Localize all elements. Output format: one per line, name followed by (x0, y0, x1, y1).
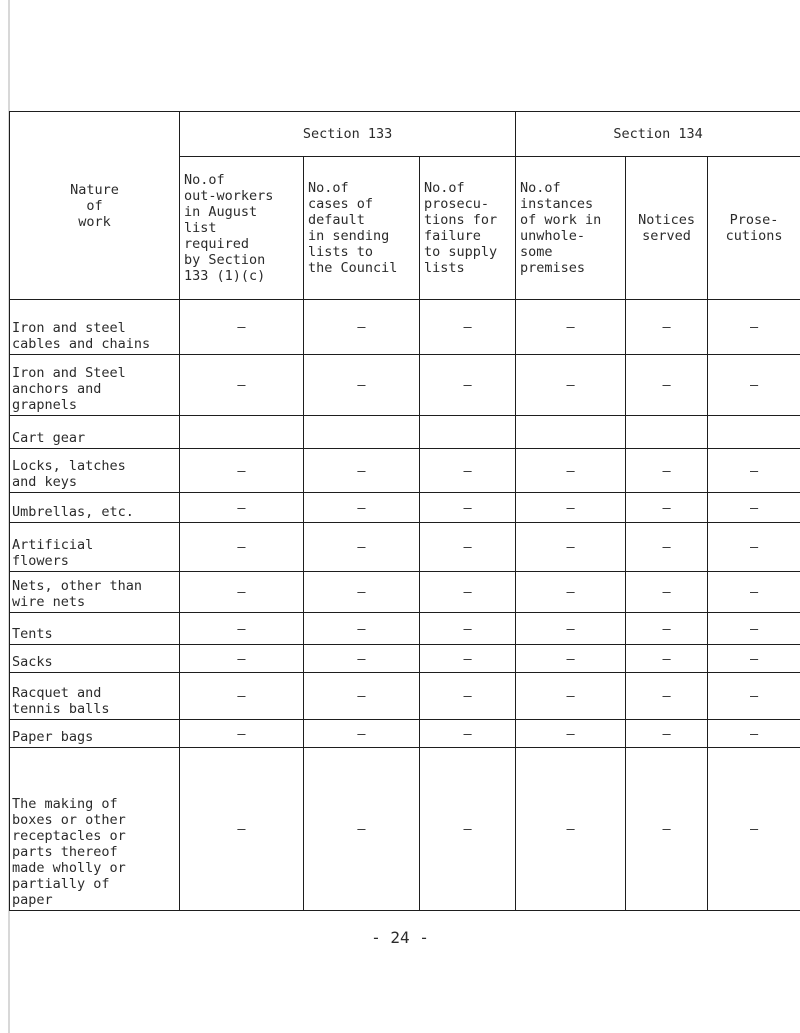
value-cell: – (626, 449, 708, 493)
value-cell: – (516, 645, 626, 673)
value-cell: – (420, 449, 516, 493)
value-cell: – (420, 720, 516, 748)
value-cell: – (420, 572, 516, 613)
table-row (10, 523, 800, 572)
nature-of-work-header (10, 112, 180, 300)
nature-of-work-cell: Locks, latches and keys (10, 449, 180, 493)
table-body (10, 300, 800, 911)
value-cell: – (304, 720, 420, 748)
nature-of-work-cell: Tents (10, 613, 180, 645)
section-134-header: Section 134 (516, 112, 800, 157)
page-number: - 24 - (371, 928, 429, 947)
nature-of-work-cell: Iron and steel cables and chains (10, 300, 180, 355)
value-cell: – (180, 572, 304, 613)
value-cell: – (516, 720, 626, 748)
value-cell: – (626, 523, 708, 572)
value-cell: – (708, 523, 800, 572)
value-cell: – (304, 300, 420, 355)
value-cell: – (304, 748, 420, 911)
table-row (10, 748, 800, 911)
value-cell: – (708, 720, 800, 748)
section-133-header: Section 133 (180, 112, 516, 157)
value-cell: – (420, 748, 516, 911)
table-row (10, 300, 800, 355)
table-row (10, 449, 800, 493)
out-workers-table (9, 111, 800, 911)
value-cell: – (516, 300, 626, 355)
column-header-notices-served: Notices served (626, 157, 708, 300)
nature-of-work-cell: Iron and Steel anchors and grapnels (10, 355, 180, 416)
section-header-row (10, 112, 800, 157)
value-cell: – (180, 449, 304, 493)
value-cell: – (304, 645, 420, 673)
nature-of-work-label: Nature of work (70, 181, 119, 230)
value-cell: – (420, 523, 516, 572)
value-cell: – (180, 748, 304, 911)
column-header-prosecutions-failure: No.of prosecu- tions for failure to supply lists (420, 157, 516, 300)
value-cell: – (708, 300, 800, 355)
value-cell: – (626, 645, 708, 673)
nature-of-work-cell: Artificial flowers (10, 523, 180, 572)
value-cell: – (516, 748, 626, 911)
value-cell: – (304, 613, 420, 645)
value-cell: – (516, 449, 626, 493)
value-cell: – (180, 720, 304, 748)
value-cell: – (626, 673, 708, 720)
nature-of-work-cell: Paper bags (10, 720, 180, 748)
value-cell: – (626, 748, 708, 911)
value-cell: – (708, 572, 800, 613)
value-cell: – (304, 449, 420, 493)
value-cell: – (516, 572, 626, 613)
value-cell: – (420, 493, 516, 523)
nature-of-work-cell: Cart gear (10, 416, 180, 449)
table-row (10, 572, 800, 613)
value-cell: – (708, 748, 800, 911)
value-cell: – (420, 300, 516, 355)
column-header-prosecutions: Prose- cutions (708, 157, 800, 300)
nature-of-work-cell: Sacks (10, 645, 180, 673)
value-cell: – (626, 493, 708, 523)
nature-of-work-cell: The making of boxes or other receptacles or parts thereof made wholly or partially of paper (10, 748, 180, 911)
value-cell: – (708, 355, 800, 416)
value-cell: – (708, 673, 800, 720)
value-cell (420, 416, 516, 449)
table-row (10, 673, 800, 720)
table-row (10, 613, 800, 645)
value-cell: – (626, 613, 708, 645)
column-header-outworkers: No.of out-workers in August list required by Section 133 (1)(c) (180, 157, 304, 300)
nature-of-work-cell: Nets, other than wire nets (10, 572, 180, 613)
value-cell: – (180, 523, 304, 572)
value-cell: – (420, 613, 516, 645)
value-cell: – (420, 673, 516, 720)
nature-of-work-cell: Racquet and tennis balls (10, 673, 180, 720)
value-cell: – (304, 673, 420, 720)
table-row (10, 355, 800, 416)
value-cell: – (516, 523, 626, 572)
value-cell: – (708, 449, 800, 493)
table-row (10, 645, 800, 673)
table-row (10, 416, 800, 449)
value-cell: – (516, 673, 626, 720)
value-cell: – (304, 493, 420, 523)
value-cell: – (304, 355, 420, 416)
value-cell: – (420, 645, 516, 673)
value-cell: – (180, 493, 304, 523)
value-cell: – (516, 493, 626, 523)
table-row (10, 720, 800, 748)
value-cell: – (708, 493, 800, 523)
value-cell: – (180, 613, 304, 645)
value-cell: – (708, 613, 800, 645)
value-cell (516, 416, 626, 449)
value-cell: – (626, 572, 708, 613)
value-cell: – (180, 645, 304, 673)
value-cell: – (626, 355, 708, 416)
table-row (10, 493, 800, 523)
value-cell: – (420, 355, 516, 416)
value-cell: – (180, 300, 304, 355)
value-cell (180, 416, 304, 449)
value-cell: – (516, 355, 626, 416)
nature-of-work-cell: Umbrellas, etc. (10, 493, 180, 523)
column-header-default-cases: No.of cases of default in sending lists to the Council (304, 157, 420, 300)
column-header-unwholesome-premises: No.of instances of work in unwhole- some premises (516, 157, 626, 300)
value-cell: – (708, 645, 800, 673)
value-cell: – (180, 673, 304, 720)
value-cell (304, 416, 420, 449)
value-cell (626, 416, 708, 449)
value-cell: – (180, 355, 304, 416)
value-cell: – (626, 720, 708, 748)
value-cell (708, 416, 800, 449)
value-cell: – (516, 613, 626, 645)
value-cell: – (304, 572, 420, 613)
value-cell: – (304, 523, 420, 572)
value-cell: – (626, 300, 708, 355)
